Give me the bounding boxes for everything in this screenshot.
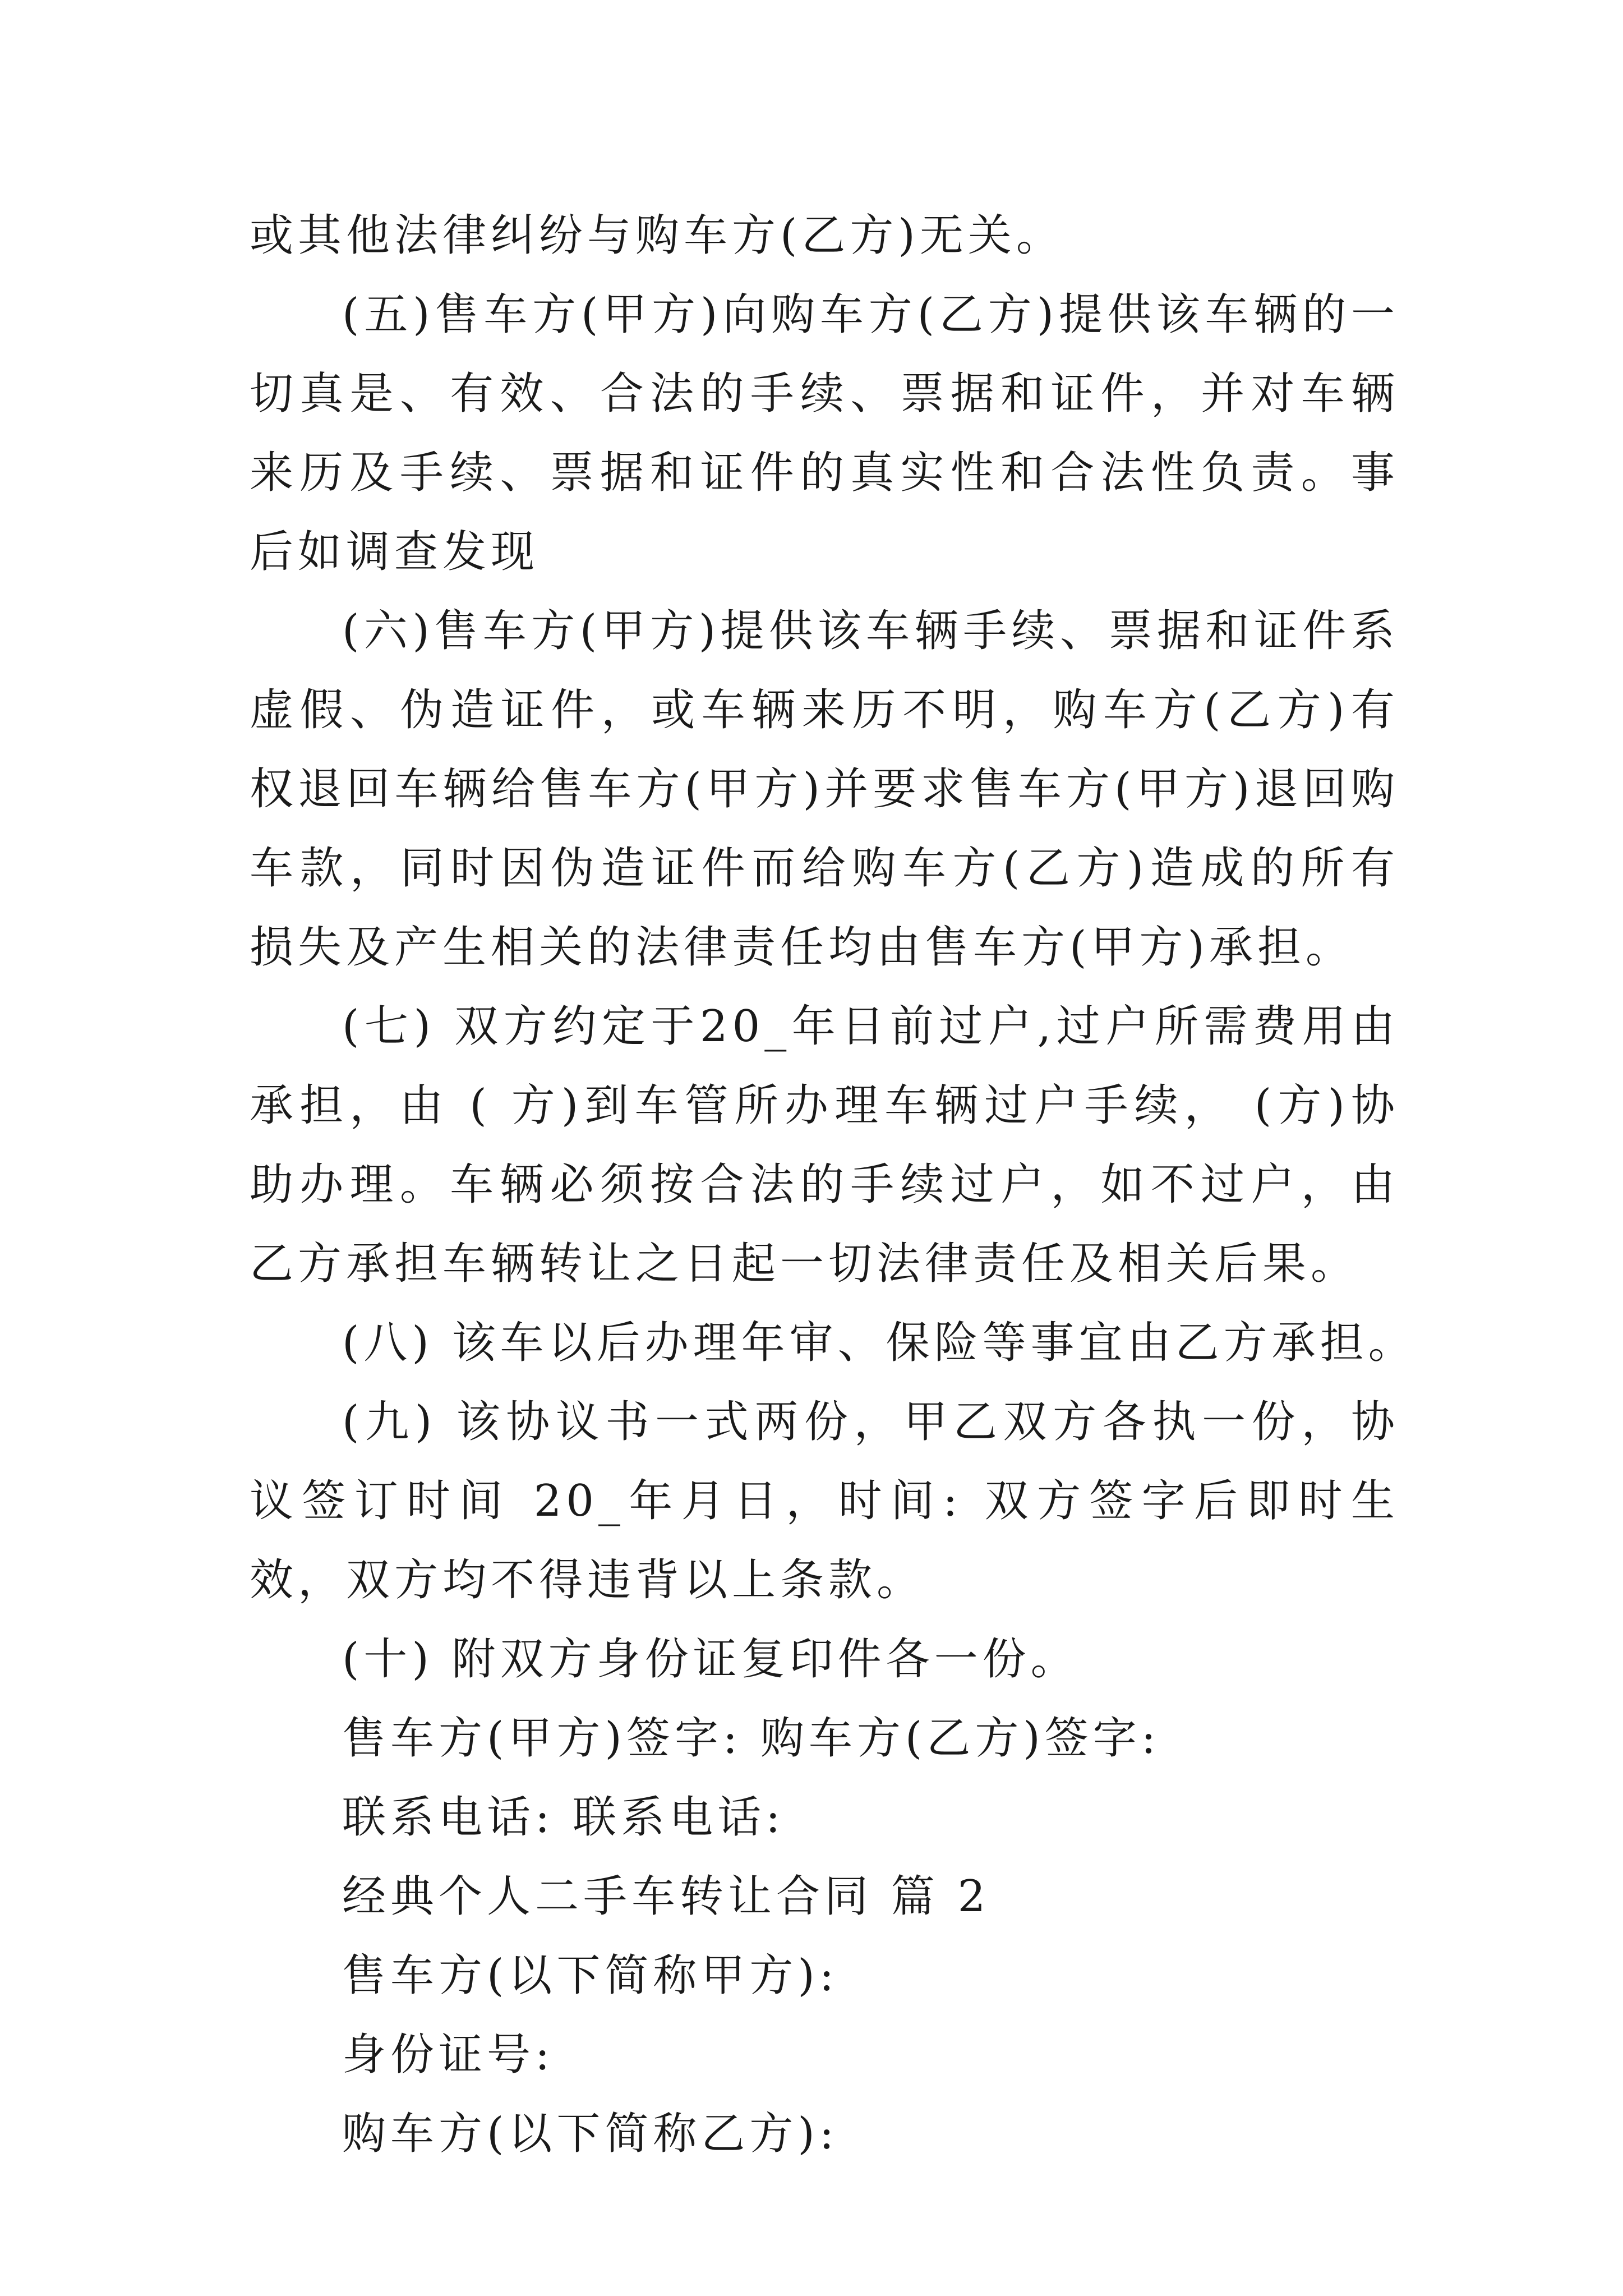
id-number-field: 身份证号: bbox=[342, 2030, 555, 2080]
paragraph-clause-6: (六)售车方(甲方)提供该车辆手续、票据和证件系虚假、伪造证件，或车辆来历不明，购车方(乙方)有权退回车辆给售车方(甲方)并要求售车方(甲方)退回购车款，同时因伪造证件而给购车方(乙方)造成的所有损失及产生相关的法律责任均由售车方(甲方)承担。 bbox=[250, 606, 1399, 973]
signature-line: 售车方(甲方)签字: 购车方(乙方)签字: bbox=[342, 1713, 1161, 1764]
document-body bbox=[250, 196, 1417, 2174]
phone-line: 联系电话: 联系电话: bbox=[342, 1792, 785, 1843]
seller-field: 售车方(以下简称甲方): bbox=[342, 1950, 839, 2001]
paragraph-clause-5: (五)售车方(甲方)向购车方(乙方)提供该车辆的一切真是、有效、合法的手续、票据和证件，并对车辆来历及手续、票据和证件的真实性和合法性负责。事后如调查发现 bbox=[250, 289, 1399, 577]
section-heading: 经典个人二手车转让合同 篇 2 bbox=[342, 1871, 990, 1922]
paragraph-continuation: 或其他法律纠纷与购车方(乙方)无关。 bbox=[250, 210, 1064, 261]
paragraph-clause-10: (十) 附双方身份证复印件各一份。 bbox=[342, 1634, 1079, 1685]
paragraph-clause-9: (九) 该协议书一式两份，甲乙双方各执一份，协议签订时间 20_年月日，时间: 双方签字后即时生效，双方均不得违背以上条款。 bbox=[250, 1397, 1399, 1605]
paragraph-clause-8: (八) 该车以后办理年审、保险等事宜由乙方承担。 bbox=[342, 1318, 1417, 1368]
buyer-field: 购车方(以下简称乙方): bbox=[342, 2109, 839, 2159]
paragraph-clause-7: (七) 双方约定于20_年日前过户,过户所需费用由承担，由 ( 方)到车管所办理车辆过户手续， (方)协助办理。车辆必须按合法的手续过户，如不过户，由乙方承担车辆转让之日起一切法律责任及相关后果。 bbox=[250, 1001, 1399, 1289]
